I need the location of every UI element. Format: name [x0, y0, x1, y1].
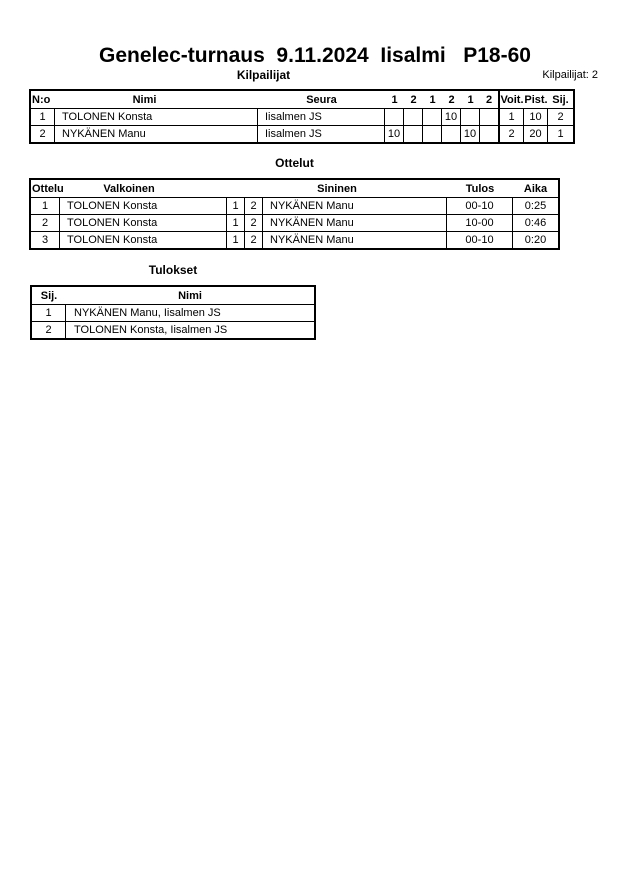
competitor-wins: 2 — [498, 126, 524, 142]
result-rank: 2 — [32, 322, 66, 338]
match-time: 0:46 — [524, 217, 547, 229]
match-result: 00-10 — [447, 232, 513, 248]
match-row — [31, 197, 558, 214]
match-white-no: 1 — [227, 232, 245, 248]
score-cell — [442, 126, 461, 142]
score-cell: 10 — [461, 126, 480, 142]
score-cell: 10 — [442, 109, 461, 125]
score-cell — [423, 109, 442, 125]
header-wins: Voit. — [500, 93, 524, 106]
result-name: NYKÄNEN Manu, Iisalmen JS — [74, 307, 221, 319]
competitor-no: 1 — [31, 109, 55, 125]
matches-table — [29, 178, 560, 250]
score-cell — [461, 109, 480, 125]
competitor-rank: 1 — [557, 128, 564, 140]
header-points: Pist. — [524, 93, 548, 106]
competitors-table-header — [31, 91, 573, 108]
match-blue-name: NYKÄNEN Manu — [263, 215, 447, 231]
match-blue-name: NYKÄNEN Manu — [263, 198, 447, 214]
score-cell — [404, 126, 423, 142]
competitor-row — [31, 125, 573, 142]
score-cell — [480, 126, 498, 142]
competitors-count: Kilpailijat: 2 — [542, 69, 598, 81]
competitor-points: 10 — [524, 109, 548, 125]
header-no: N:o — [32, 93, 51, 106]
match-row — [31, 231, 558, 248]
match-no: 2 — [31, 215, 60, 231]
competitor-name: TOLONEN Konsta — [55, 109, 258, 125]
section-heading-matches: Ottelut — [275, 156, 314, 170]
header-round-4: 2 — [448, 93, 455, 106]
header-time: Aika — [523, 182, 548, 195]
match-blue-no: 2 — [245, 215, 263, 231]
match-white-no: 1 — [227, 198, 245, 214]
competitors-table — [29, 89, 575, 144]
competitor-rank: 2 — [557, 111, 564, 123]
score-cell: 10 — [385, 126, 404, 142]
match-white-no: 1 — [227, 215, 245, 231]
header-name: Nimi — [132, 93, 157, 106]
header-round-1: 1 — [391, 93, 398, 106]
match-result: 00-10 — [447, 198, 513, 214]
match-no: 3 — [31, 232, 60, 248]
result-row — [32, 304, 314, 321]
page-title: Genelec-turnaus 9.11.2024 Iisalmi P18-60 — [99, 44, 531, 67]
match-blue-name: NYKÄNEN Manu — [263, 232, 447, 248]
competitor-club: Iisalmen JS — [258, 126, 385, 142]
score-cell — [404, 109, 423, 125]
header-rank: Sij. — [552, 93, 569, 106]
match-white-name: TOLONEN Konsta — [60, 232, 227, 248]
header-result: Tulos — [465, 182, 495, 195]
header-club: Seura — [306, 93, 337, 106]
match-no: 1 — [31, 198, 60, 214]
header-rank: Sij. — [40, 289, 58, 302]
competitor-club: Iisalmen JS — [258, 109, 385, 125]
competitor-row — [31, 108, 573, 125]
header-round-6: 2 — [485, 93, 493, 106]
section-heading-results: Tulokset — [148, 263, 198, 277]
section-heading-competitors: Kilpailijat — [236, 68, 291, 82]
result-row — [32, 321, 314, 338]
match-white-name: TOLONEN Konsta — [60, 215, 227, 231]
header-name: Nimi — [178, 289, 202, 302]
match-blue-no: 2 — [245, 232, 263, 248]
match-blue-no: 2 — [245, 198, 263, 214]
match-result: 10-00 — [447, 215, 513, 231]
score-cell — [423, 126, 442, 142]
matches-table-header — [31, 180, 558, 197]
competitor-no: 2 — [31, 126, 55, 142]
competitor-name: NYKÄNEN Manu — [55, 126, 258, 142]
competitor-wins: 1 — [498, 109, 524, 125]
results-table-header — [32, 287, 314, 304]
score-cell — [480, 109, 498, 125]
competitor-points: 20 — [524, 126, 548, 142]
score-cell — [385, 109, 404, 125]
header-white: Valkoinen — [103, 182, 155, 195]
result-rank: 1 — [32, 305, 66, 321]
header-round-5: 1 — [467, 93, 474, 106]
match-row — [31, 214, 558, 231]
header-match: Ottelu — [32, 182, 64, 195]
header-round-2: 2 — [410, 93, 417, 106]
match-time: 0:20 — [524, 234, 547, 246]
result-name: TOLONEN Konsta, Iisalmen JS — [74, 324, 228, 336]
header-round-3: 1 — [429, 93, 436, 106]
header-blue: Sininen — [317, 182, 357, 195]
match-time: 0:25 — [524, 200, 547, 212]
results-table — [30, 285, 316, 340]
match-white-name: TOLONEN Konsta — [60, 198, 227, 214]
